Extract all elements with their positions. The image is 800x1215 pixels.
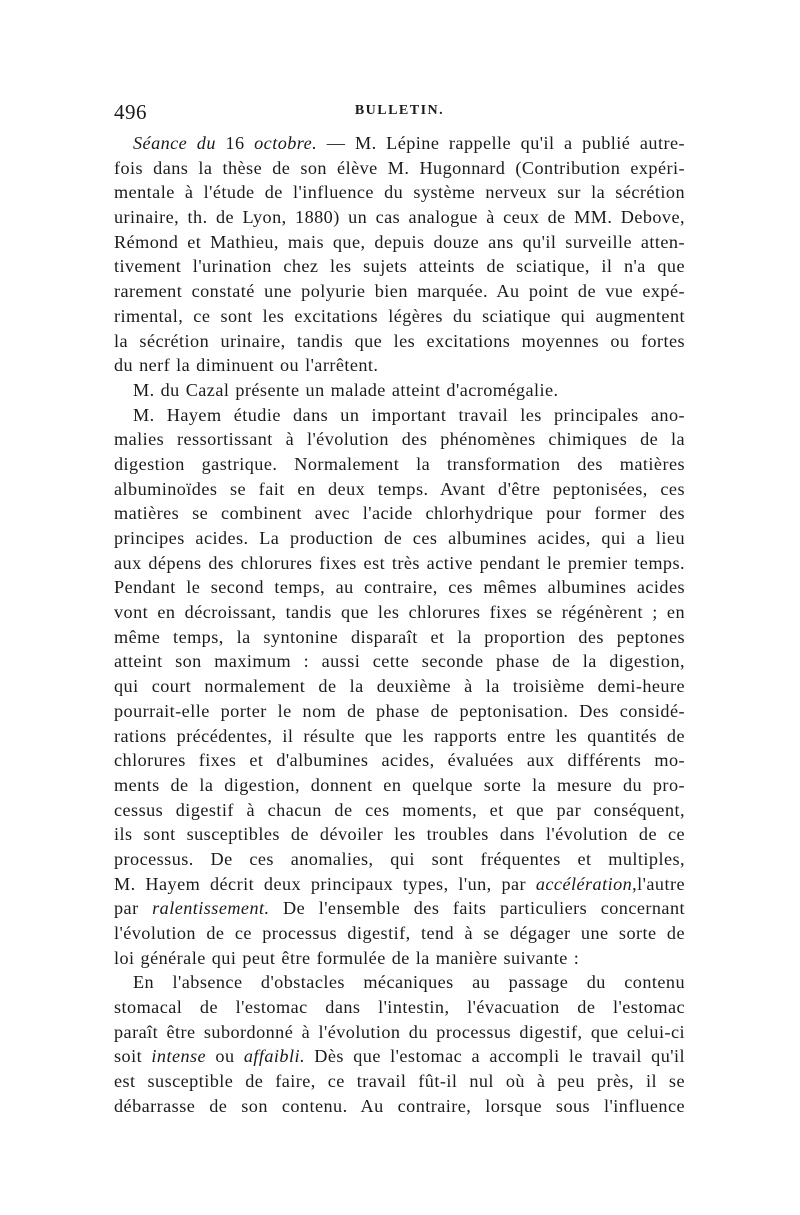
text-line: débarrasse de son contenu. Au contraire, lorsque sous l'influence — [114, 1095, 685, 1116]
text-line: la sécrétion urinaire, tandis que les excitations moyennes ou fortes — [114, 330, 685, 351]
paragraph — [114, 131, 685, 378]
text-line: rations précédentes, il résulte que les rapports entre les quantités de — [114, 725, 685, 746]
text-line: matières se combinent avec l'acide chlorhydrique pour former des — [114, 503, 685, 524]
text-line: stomacal de l'estomac dans l'intestin, l'évacuation de l'estomac — [114, 997, 685, 1018]
text-line: digestion gastrique. Normalement la transformation des matières — [114, 453, 685, 474]
paragraph — [114, 970, 685, 1118]
text-line: processus. De ces anomalies, qui sont fréquentes et multiples, — [114, 848, 685, 869]
text-line: soit intense ou affaibli. Dès que l'estomac a accompli le travail qu'il — [114, 1046, 685, 1067]
text-line: rimental, ce sont les excitations légères du sciatique qui augmentent — [114, 305, 685, 326]
text-line: l'évolution de ce processus digestif, tend à se dégager une sorte de — [114, 923, 685, 943]
text-line: M. du Cazal présente un malade atteint d'acromégalie. — [133, 379, 559, 400]
text-line: tivement l'urination chez les sujets atteints de sciatique, il n'a que — [114, 256, 685, 277]
text-line: loi générale qui peut être formulée de la manière suivante : — [114, 947, 580, 968]
text-line: ils sont susceptibles de dévoiler les troubles dans l'évolution de ce — [114, 824, 685, 845]
text-line: ments de la digestion, donnent en quelque sorte la mesure du pro- — [114, 774, 685, 795]
text-line: Séance du 16 octobre. — M. Lépine rappelle qu'il a publié autre- — [133, 133, 685, 153]
text-line: M. Hayem décrit deux principaux types, l'un, par accélération,l'autre — [114, 873, 685, 894]
text-line: pourrait-elle porter le nom de phase de peptonisation. Des considé- — [114, 700, 685, 721]
text-line: cessus digestif à chacun de ces moments, et que par conséquent, — [114, 799, 685, 820]
text-line: Rémond et Mathieu, mais que, depuis douze ans qu'il surveille atten- — [114, 231, 685, 252]
text-line: chlorures fixes et d'albumines acides, évaluées aux différents mo- — [114, 750, 685, 771]
text-line: est susceptible de faire, ce travail fût-il nul où à peu près, il se — [114, 1071, 685, 1092]
text-line: atteint son maximum : aussi cette seconde phase de la digestion, — [114, 651, 685, 672]
text-line: En l'absence d'obstacles mécaniques au passage du contenu — [133, 972, 685, 993]
text-line: du nerf la diminuent ou l'arrêtent. — [114, 355, 379, 376]
text-line: urinaire, th. de Lyon, 1880) un cas analogue à ceux de MM. Debove, — [114, 207, 685, 228]
text-line: M. Hayem étudie dans un important travail les principales ano- — [133, 404, 685, 425]
text-line: même temps, la syntonine disparaît et la proportion des peptones — [114, 626, 685, 647]
text-line: vont en décroissant, tandis que les chlorures fixes se régénèrent ; en — [114, 602, 685, 623]
paragraph — [114, 378, 685, 403]
page-number: 496 — [114, 100, 147, 124]
running-title: BULLETIN. — [354, 103, 445, 118]
text-line: malies ressortissant à l'évolution des phénomènes chimiques de la — [114, 429, 685, 450]
text-line: fois dans la thèse de son élève M. Hugonnard (Contribution expéri- — [114, 157, 685, 178]
text-line: mentale à l'étude de l'influence du système nerveux sur la sécrétion — [114, 182, 685, 203]
paragraph — [114, 403, 685, 971]
text-line: qui court normalement de la deuxième à la troisième demi-heure — [114, 676, 685, 697]
text-line: rarement constaté une polyurie bien marquée. Au point de vue expé- — [114, 281, 685, 302]
text-line: par ralentissement. De l'ensemble des faits particuliers concernant — [114, 898, 685, 919]
body-text — [114, 131, 685, 1119]
text-line: aux dépens des chlorures fixes est très active pendant le premier temps. — [114, 552, 685, 573]
text-line: Pendant le second temps, au contraire, ces mêmes albumines acides — [114, 577, 685, 598]
text-line: paraît être subordonné à l'évolution du processus digestif, que celui-ci — [114, 1021, 685, 1042]
text-line: albuminoïdes se fait en deux temps. Avant d'être peptonisées, ces — [114, 478, 685, 499]
page-header — [114, 100, 685, 128]
text-line: principes acides. La production de ces albumines acides, qui a lieu — [114, 528, 685, 548]
